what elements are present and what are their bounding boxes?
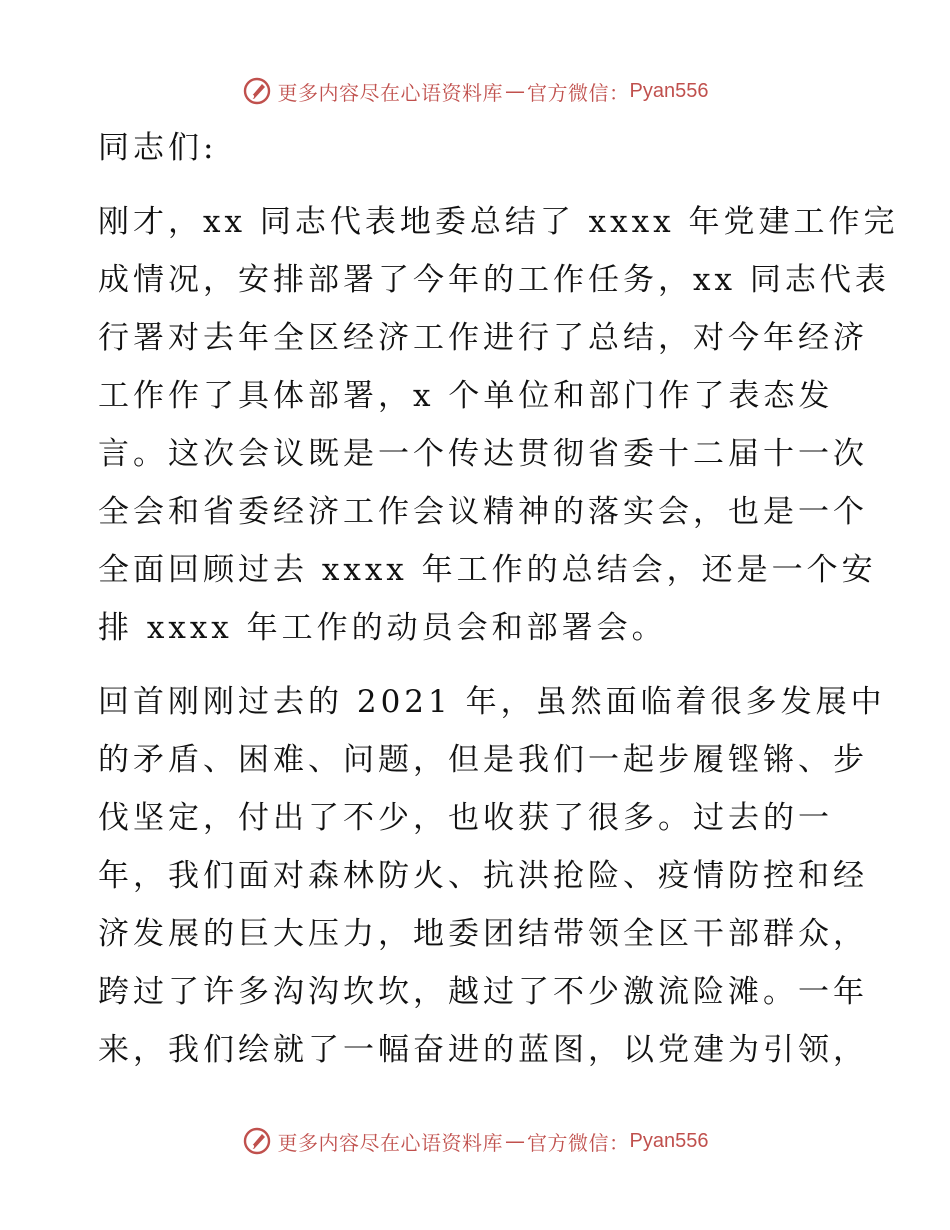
paragraph-line: 刚才，xx 同志代表地委总结了 xxxx 年党建工作完: [98, 204, 899, 240]
banner-separator: —: [505, 1129, 526, 1153]
paragraph-line: 行署对去年全区经济工作进行了总结，对今年经济: [98, 320, 868, 356]
paragraph-line: 来，我们绘就了一幅奋进的蓝图，以党建为引领，: [98, 1032, 868, 1068]
paragraph-line: 言。这次会议既是一个传达贯彻省委十二届十一次: [98, 436, 868, 472]
paragraph-line: 济发展的巨大压力，地委团结带领全区干部群众，: [98, 916, 868, 952]
footer-watermark-banner: [0, 1121, 950, 1161]
paragraph-line: 年，我们面对森林防火、抗洪抢险、疫情防控和经: [98, 858, 868, 894]
paragraph-line: 全会和省委经济工作会议精神的落实会，也是一个: [98, 494, 868, 530]
paragraph-line: 跨过了许多沟沟坎坎，越过了不少激流险滩。一年: [98, 974, 868, 1010]
banner-title: 更多内容尽在心语资料库: [277, 1130, 504, 1155]
banner-suffix: 官方微信：: [527, 80, 630, 105]
banner-title: 更多内容尽在心语资料库: [277, 80, 504, 105]
paragraph-line: 成情况，安排部署了今年的工作任务，xx 同志代表: [98, 262, 890, 298]
paragraph-line: 排 xxxx 年工作的动员会和部署会。: [98, 610, 667, 646]
banner-suffix: 官方微信：: [527, 1130, 630, 1155]
pen-logo-icon: [242, 1126, 272, 1156]
banner-wechat-id: Pyan556: [629, 79, 709, 102]
paragraph-line: 伐坚定，付出了不少，也收获了很多。过去的一: [98, 800, 833, 836]
paragraph-line: 回首刚刚过去的 2021 年，虽然面临着很多发展中: [98, 684, 886, 720]
paragraph-line: 工作作了具体部署，x 个单位和部门作了表态发: [98, 378, 834, 414]
banner-separator: —: [505, 79, 526, 103]
paragraph-line: 全面回顾过去 xxxx 年工作的总结会，还是一个安: [98, 552, 877, 588]
paragraph-line: 的矛盾、困难、问题，但是我们一起步履铿锵、步: [98, 742, 868, 778]
header-watermark-banner: [0, 71, 950, 111]
pen-logo-icon: [242, 76, 272, 106]
banner-wechat-id: Pyan556: [629, 1129, 709, 1152]
salutation-line: 同志们:: [98, 130, 218, 166]
